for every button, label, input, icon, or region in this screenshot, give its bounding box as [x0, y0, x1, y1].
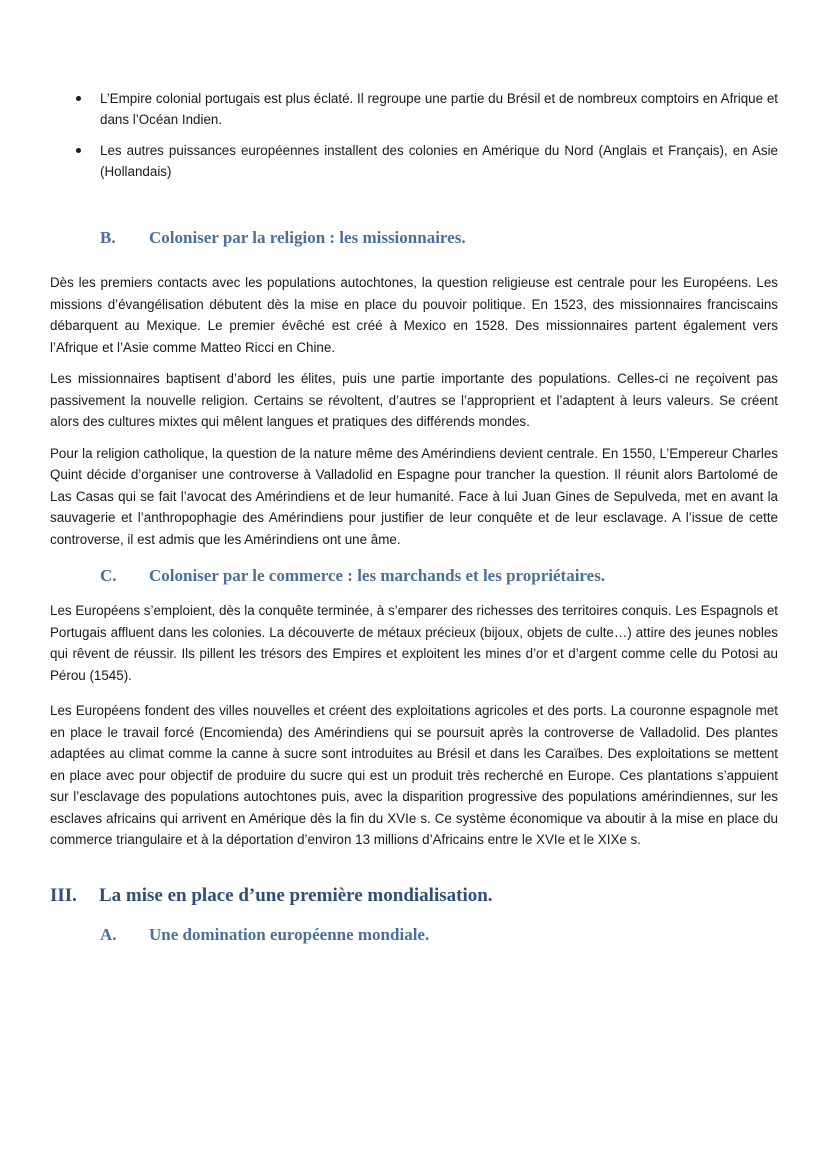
section-c-title: Coloniser par le commerce : les marchands et les propriétaires. [149, 566, 606, 585]
bullet-text: L’Empire colonial portugais est plus éclaté. Il regroupe une partie du Brésil et de nombreux comptoirs en Afrique et dans l’Océan Indien. [100, 91, 778, 127]
section-b-heading [50, 226, 778, 250]
bullet-list [50, 88, 778, 182]
section-b-paragraph-1: Dès les premiers contacts avec les populations autochtones, la question religieuse est centrale pour les Européens. Les missions d’évangélisation débutent dès la mise en place du pouvoir politique. En 1523, des missionnaires franciscains débarquent au Mexique. Le premier évêché est créé à Mexico en 1528. Des missionnaires partent également vers l’Afrique et l’Asie comme Matteo Ricci en Chine. [50, 275, 778, 355]
section-b-number: B. [100, 228, 116, 247]
section-iii-a-number: A. [100, 924, 117, 944]
bullet-text: Les autres puissances européennes installent des colonies en Amérique du Nord (Anglais et Français), en Asie (Hollandais) [100, 143, 778, 179]
section-c-paragraph-1: Les Européens s’emploient, dès la conquête terminée, à s’emparer des richesses des territoires conquis. Les Espagnols et Portugais affluent dans les colonies. La découverte de métaux précieux (bijoux, objets de culte…) attire des jeunes nobles qui rêvent de réussir. Ils pillent les trésors des Empires et exploitent les mines d’or et d’argent comme celle du Potosi au Pérou (1545). [50, 603, 778, 683]
bullet-icon [76, 96, 81, 101]
section-iii-number: III. [50, 884, 77, 906]
section-b-title: Coloniser par la religion : les missionnaires. [149, 228, 466, 247]
document-content [50, 88, 778, 947]
section-iii-heading [50, 883, 778, 909]
section-b-paragraph-3: Pour la religion catholique, la question de la nature même des Amérindiens devient centrale. En 1550, L’Empereur Charles Quint décide d’organiser une controverse à Valladolid en Espagne pour trancher la question. Il réunit alors Bartolomé de Las Casas qui se fait l’avocat des Amérindiens et de leur humanité. Face à lui Juan Gines de Sepulveda, met en avant la sauvagerie et l’anthropophagie des Amérindiens pour justifier de leur conquête et de leur esclavage. A l’issue de cette controverse, il est admis que les Amérindiens ont une âme. [50, 445, 778, 547]
section-c-heading [50, 564, 778, 588]
section-c-paragraph-2: Les Européens fondent des villes nouvelles et créent des exploitations agricoles et des ports. La couronne espagnole met en place le travail forcé (Encomienda) des Amérindiens qui se poursuit après la controverse de Valladolid. Des plantes adaptées au climat comme la canne à sucre sont introduites au Brésil et dans les Caraïbes. Des exploitations se mettent en place avec pour objectif de produire du sucre qui est un produit très recherché en Europe. Ces plantations s’appuient sur l’esclavage des populations autochtones puis, avec la disparition progressive des populations amérindiennes, sur les esclaves africains qui arrivent en Amérique dès la fin du XVIe s. Ce système économique va aboutir à la mise en place du commerce triangulaire et à la déportation d’environ 13 millions d’Africains entre le XVIe et le XIXe s. [50, 703, 778, 847]
section-iii-title: La mise en place d’une première mondialisation. [99, 884, 493, 906]
section-iii-a-heading [50, 923, 778, 947]
list-item [50, 88, 778, 130]
bullet-icon [76, 148, 81, 153]
section-c-number: C. [100, 566, 117, 585]
list-item [50, 140, 778, 182]
section-b-paragraph-2: Les missionnaires baptisent d’abord les élites, puis une partie importante des populations. Celles-ci ne reçoivent pas passivement la nouvelle religion. Certains se révoltent, d’autres se l’approprient et l’adaptent à leurs valeurs. Se créent alors des cultures mixtes qui mêlent langues et pratiques des différends mondes. [50, 371, 778, 429]
section-iii-a-title: Une domination européenne mondiale. [149, 924, 430, 944]
